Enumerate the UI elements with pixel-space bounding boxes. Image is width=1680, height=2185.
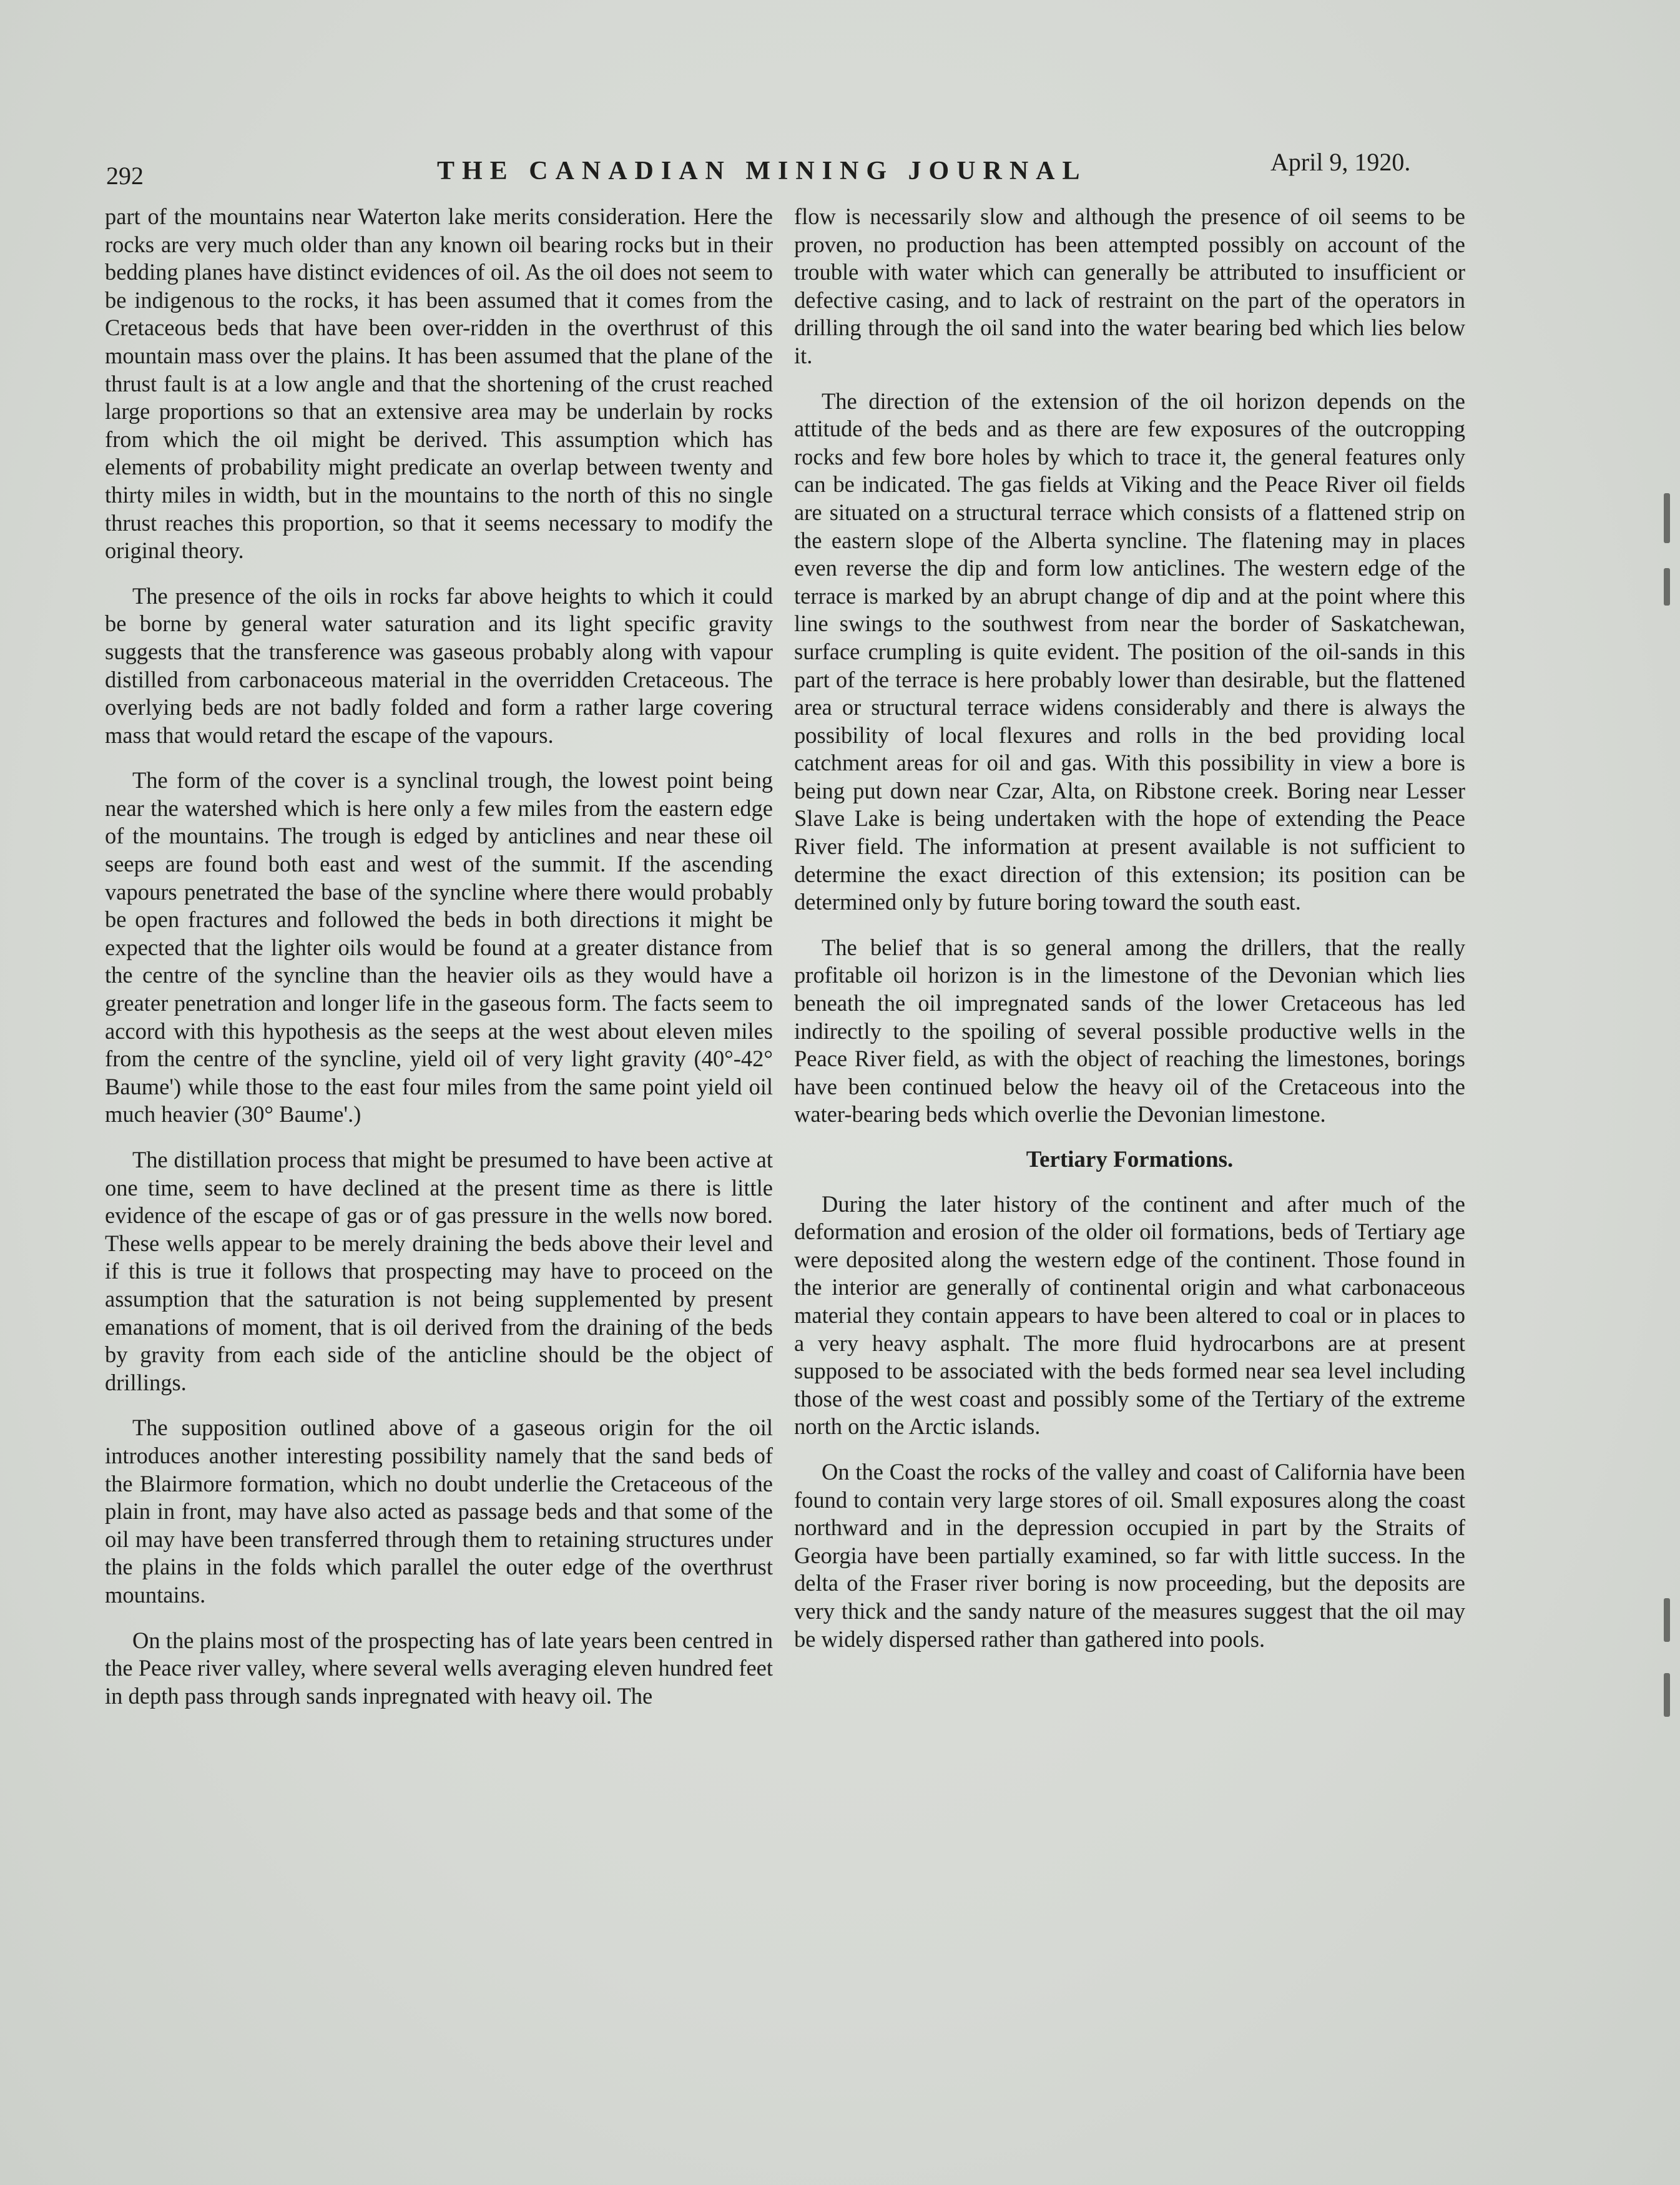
paragraph: The belief that is so general among the drillers, that the really profitable oil horizon is in the limestone of the Devonian which lies beneath the oil impregnated sands of the lower Cretaceous has led indirectly to the spoiling of several possible productive wells in the Peace River field, as with the object of reaching the limestones, borings have been continued below the heavy oil of the Cretaceous into the water-bearing beds which overlie the Devonian limestone. [794, 934, 1465, 1127]
section-heading: Tertiary Formations. [1026, 1147, 1234, 1172]
binding-mark [1664, 1598, 1670, 1642]
paragraph: part of the mountains near Waterton lake merits consideration. Here the rocks are very much older than any known oil bearing rocks but in their bedding planes have distinct evidences of oil. As the oil does not seem to be indigenous to the rocks, it has been assumed that it comes from the Cretaceous beds that have been over-ridden in the overthrust of this mountain mass over the plains. It has been assumed that the plane of the thrust fault is at a low angle and that the shortening of the crust reached large proportions so that an extensive area may be underlain by rocks from which the oil might be derived. This assumption which has elements of probability might predicate an overlap between twenty and thirty miles in width, but in the mountains to the north of this no single thrust reaches this proportion, so that it seems necessary to modify the original theory. [105, 204, 773, 564]
right-column [794, 203, 1465, 1671]
binding-mark [1664, 493, 1670, 543]
paragraph: The distillation process that might be presumed to have been active at one time, seem to have declined at the present time as there is little evidence of the escape of gas or of gas pressure in the wells now bored. These wells appear to be merely draining the beds above their level and if this is true it follows that prospecting may have to proceed on the assumption that the saturation is not being supplemented by present emanations of moment, that is oil derived from the draining of the beds by gravity from each side of the anticline should be the object of drillings. [105, 1147, 773, 1395]
issue-date: April 9, 1920. [1270, 148, 1411, 176]
paragraph: On the plains most of the prospecting has of late years been centred in the Peace river valley, where several wells averaging eleven hundred feet in depth pass through sands inpregnated with heavy oil. The [105, 1627, 773, 1709]
left-column [105, 203, 773, 1727]
paragraph: The presence of the oils in rocks far above heights to which it could be borne by general water saturation and its light specific gravity suggests that the transference was gaseous probably along with vapour distilled from carbonaceous material in the overridden Cretaceous. The overlying beds are not badly folded and form a rather large covering mass that would retard the escape of the vapours. [105, 582, 773, 748]
paragraph: On the Coast the rocks of the valley and coast of California have been found to contain very large stores of oil. Small exposures along the coast northward and in the depression occupied in part by the Straits of Georgia have been partially examined, so far with little success. In the delta of the Fraser river boring is now proceeding, but the deposits are very thick and the sandy nature of the measures suggest that the oil may be widely dispersed rather than gathered into pools. [794, 1458, 1465, 1652]
paragraph: During the later history of the continent and after much of the deformation and erosion of the older oil formations, beds of Tertiary age were deposited along the western edge of the continent. Those found in the interior are generally of continental origin and what carbonaceous material they contain appears to have been altered to coal or in places to a very heavy asphalt. The more fluid hydrocarbons are at present supposed to be associated with the beds formed near sea level including those of the west coast and possibly some of the Tertiary of the extreme north on the Arctic islands. [794, 1191, 1465, 1440]
paragraph: The form of the cover is a synclinal trough, the lowest point being near the watershed which is here only a few miles from the eastern edge of the mountains. The trough is edged by anticlines and near these oil seeps are found both east and west of the summit. If the ascending vapours penetrated the base of the syncline where there would probably be open fractures and followed the beds in both directions it might be expected that the lighter oils would be found at a greater distance from the centre of the syncline than the heavier oils as they would have a greater penetration and longer life in the gaseous form. The facts seem to accord with this hypothesis as the seeps at the west about eleven miles from the centre of the syncline, yield oil of very light gravity (40°-42° Baume') while those to the east four miles from the same point yield oil much heavier (30° Baume'.) [105, 767, 773, 1127]
binding-mark [1664, 568, 1670, 606]
paragraph: The supposition outlined above of a gaseous origin for the oil introduces another interesting possibility namely that the sand beds of the Blairmore formation, which no doubt underlie the Cretaceous of the plain in front, may have also acted as passage beds and that some of the oil may have been transferred through them to retaining structures under the plains in the folds which parallel the outer edge of the overthrust mountains. [105, 1415, 773, 1608]
paragraph: The direction of the extension of the oil horizon depends on the attitude of the beds and as there are few exposures of the outcropping rocks and few bore holes by which to trace it, the general features only can be indicated. The gas fields at Viking and the Peace River oil fields are situated on a structural terrace which consists of a flattened strip on the eastern slope of the Alberta syncline. The flatening may in places even reverse the dip and form low anticlines. The western edge of the terrace is marked by an abrupt change of dip and at the point where this line swings to the southwest from near the border of Saskatchewan, surface crumpling is quite evident. The position of the oil-sands in this part of the terrace is here probably lower than desirable, but the flattened area or structural terrace widens considerably and there is always the possibility of local flexures and rolls in the bed providing local catchment areas for oil and gas. With this possibility in view a bore is being put down near Czar, Alta, on Ribstone creek. Boring near Lesser Slave Lake is being undertaken with the hope of extending the Peace River field. The information at present available is not sufficient to determine the exact direction of this extension; its position can be determined only by future boring toward the south east. [794, 388, 1465, 915]
binding-mark [1664, 1673, 1670, 1717]
page-number: 292 [106, 162, 144, 190]
paragraph: flow is necessarily slow and although the presence of oil seems to be proven, no production has been attempted possibly on account of the trouble with water which can generally be attributed to insufficient or defective casing, and to lack of restraint on the part of the operators in drilling through the oil sand into the water bearing bed which lies below it. [794, 204, 1465, 368]
journal-title: THE CANADIAN MINING JOURNAL [437, 157, 1088, 185]
